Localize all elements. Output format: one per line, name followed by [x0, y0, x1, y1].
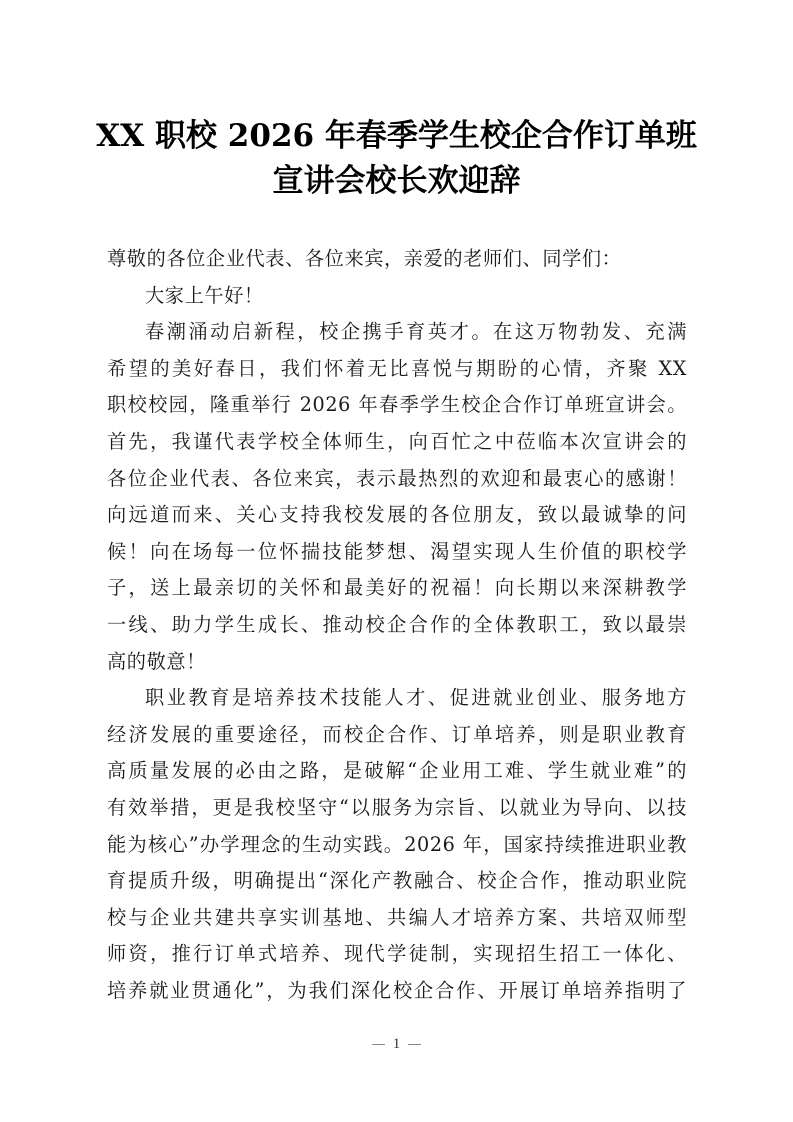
document-title — [80, 114, 713, 204]
salutation: 尊敬的各位企业代表、各位来宾，亲爱的老师们、同学们： — [107, 247, 622, 270]
page-number — [0, 1036, 793, 1053]
text-line: 向远道而来、关心支持我校发展的各位朋友，致以最诚挚的问 — [107, 503, 687, 527]
text-line: 首先，我谨代表学校全体师生，向百忙之中莅临本次宣讲会的 — [107, 429, 687, 453]
text-line: 校与企业共建共享实训基地、共编人才培养方案、共培双师型 — [107, 905, 687, 929]
text-line: 能为核心”办学理念的生动实践。2026 年，国家持续推进职业教 — [107, 832, 687, 856]
paragraph-1 — [107, 314, 687, 680]
text-line: 经济发展的重要途径，而校企合作、订单培养，则是职业教育 — [107, 722, 687, 746]
page-number-value: 1 — [392, 1036, 401, 1052]
greeting: 大家上午好！ — [145, 283, 264, 307]
text-line: 有效举措，更是我校坚守“以服务为宗旨、以就业为导向、以技 — [107, 795, 687, 819]
text-line: 师资，推行订单式培养、现代学徒制，实现招生招工一体化、 — [107, 942, 687, 966]
dash-right — [408, 1044, 421, 1045]
text-line: 高的敬意！ — [107, 649, 206, 673]
document-body — [107, 241, 687, 1009]
text-line: 职校校园，隆重举行 2026 年春季学生校企合作订单班宣讲会。 — [107, 393, 687, 417]
title-line-2: 宣讲会校长欢迎辞 — [272, 163, 521, 199]
paragraph-2 — [107, 680, 687, 1009]
text-line: 候！向在场每一位怀揣技能梦想、渴望实现人生价值的职校学 — [107, 539, 687, 563]
dash-left — [372, 1044, 385, 1045]
text-line: 子，送上最亲切的关怀和最美好的祝福！向长期以来深耕教学 — [107, 576, 687, 600]
text-line: 春潮涌动启新程，校企携手育英才。在这万物勃发、充满 — [145, 320, 687, 344]
text-line: 一线、助力学生成长、推动校企合作的全体教职工，致以最崇 — [107, 612, 687, 636]
text-line: 育提质升级，明确提出“深化产教融合、校企合作，推动职业院 — [107, 869, 687, 893]
text-line: 培养就业贯通化”，为我们深化校企合作、开展订单培养指明了 — [107, 978, 687, 1002]
text-line: 职业教育是培养技术技能人才、促进就业创业、服务地方 — [145, 686, 687, 710]
text-line: 各位企业代表、各位来宾，表示最热烈的欢迎和最衷心的感谢！ — [107, 466, 687, 490]
title-line-1: XX 职校 2026 年春季学生校企合作订单班 — [96, 118, 697, 154]
text-line: 希望的美好春日，我们怀着无比喜悦与期盼的心情，齐聚 XX — [107, 356, 687, 380]
text-line: 高质量发展的必由之路，是破解“企业用工难、学生就业难”的 — [107, 759, 687, 783]
